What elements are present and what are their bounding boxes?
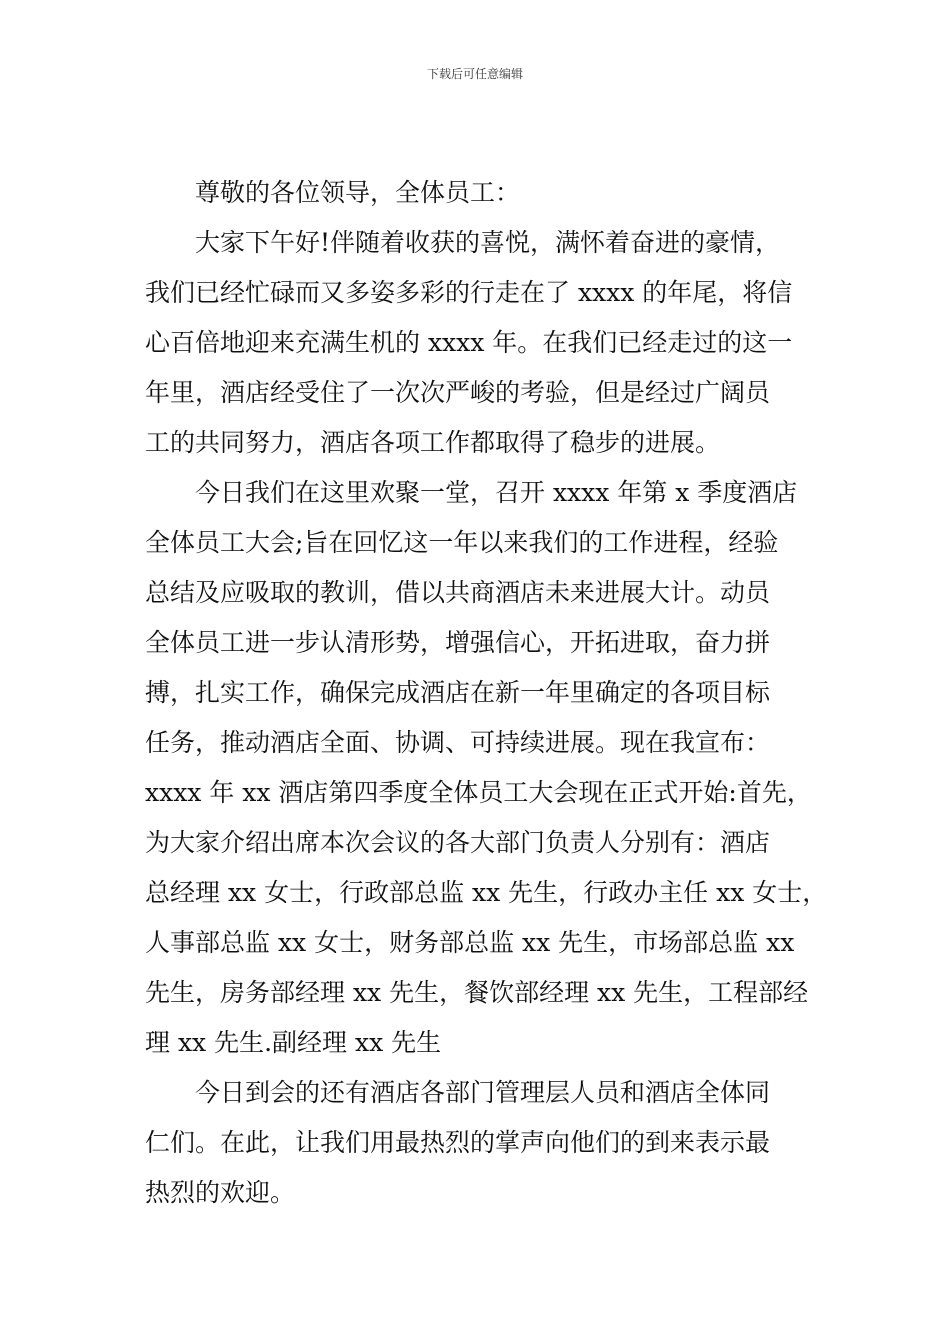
- paragraph-3: [145, 1068, 815, 1218]
- text-line: 我们已经忙碌而又多姿多彩的行走在了 xxxx 的年尾，将信: [145, 278, 793, 307]
- text-line: 今日我们在这里欢聚一堂，召开 xxxx 年第 x 季度酒店: [195, 478, 798, 507]
- text-line: 大家下午好!伴随着收获的喜悦，满怀着奋进的豪情，: [195, 228, 781, 257]
- text-line: 总结及应吸取的教训，借以共商酒店未来进展大计。动员: [145, 578, 771, 607]
- text-line: 先生，房务部经理 xx 先生，餐饮部经理 xx 先生，工程部经: [145, 978, 809, 1007]
- text-line: 全体员工大会;旨在回忆这一年以来我们的工作进程，经验: [145, 528, 779, 557]
- page-header: 下载后可任意编辑: [426, 67, 523, 81]
- paragraph-2: [145, 468, 828, 1068]
- text-line: 理 xx 先生.副经理 xx 先生: [145, 1028, 442, 1057]
- text-line: 工的共同努力，酒店各项工作都取得了稳步的进展。: [145, 428, 721, 457]
- paragraph-1: [145, 218, 815, 468]
- text-line: 为大家介绍出席本次会议的各大部门负责人分别有：酒店: [145, 828, 771, 857]
- text-line: 今日到会的还有酒店各部门管理层人员和酒店全体同: [195, 1078, 771, 1107]
- text-line: xxxx 年 xx 酒店第四季度全体员工大会现在正式开始:首先，: [145, 778, 812, 807]
- text-line: 心百倍地迎来充满生机的 xxxx 年。在我们已经走过的这一: [145, 328, 793, 357]
- text-line: 全体员工进一步认清形势，增强信心，开拓进取，奋力拼: [145, 628, 771, 657]
- text-line: 总经理 xx 女士，行政部总监 xx 先生，行政办主任 xx 女士，: [145, 878, 828, 907]
- document-body: [145, 168, 828, 1218]
- text-line: 热烈的欢迎。: [145, 1178, 296, 1207]
- text-line: 尊敬的各位领导，全体员工：: [195, 178, 521, 207]
- text-line: 任务，推动酒店全面、协调、可持续进展。现在我宣布：: [145, 728, 771, 757]
- salutation: [145, 168, 815, 218]
- text-line: 仁们。在此，让我们用最热烈的掌声向他们的到来表示最: [145, 1128, 771, 1157]
- text-line: 人事部总监 xx 女士，财务部总监 xx 先生，市场部总监 xx: [145, 928, 795, 957]
- text-line: 搏，扎实工作，确保完成酒店在新一年里确定的各项目标: [145, 678, 771, 707]
- text-line: 年里，酒店经受住了一次次严峻的考验，但是经过广阔员: [145, 378, 771, 407]
